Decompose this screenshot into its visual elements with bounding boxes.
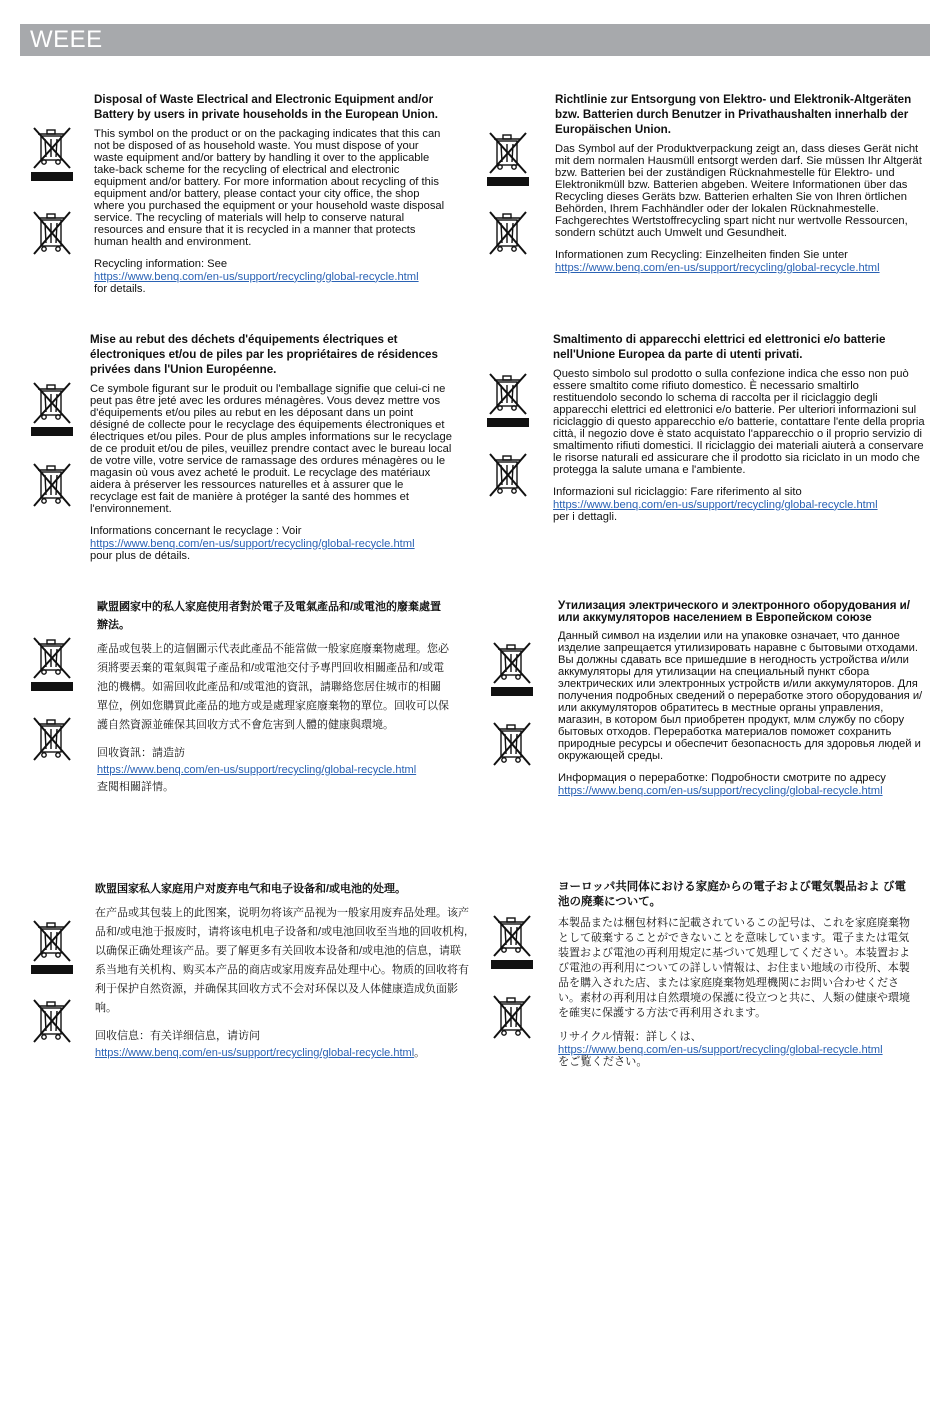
- section-heading: Mise au rebut des déchets d'équipements électriques et électroniques et/ou de piles par les propriétaires de résidences privées dans l'Union Européenne.: [90, 333, 438, 376]
- section-body: Questo simbolo sul prodotto o sulla confezione indica che esso non può essere smaltito come rifiuto domestico. È necessario smaltirlo restituendolo secondo lo schema di raccolta per il riciclaggio degli apparecchi elettrici ed elettronici e/o batterie. Per ulteriori informazioni sul riciclaggio di questo apparecchio e/o batterie, contattare l'ente della propria città, il negozio dove è stato acquistato l'apparecchio o il proprio servizio di smaltimento rifiuti domestici. Il riciclaggio dei materiali aiuterà a conservare le risorse naturali ed assicurare che il prodotto sia riciclato in un modo che protegga la salute umana e l'ambiente.: [553, 368, 925, 476]
- recycling-info-suffix: for details.: [94, 283, 146, 295]
- section-body: 在产品或其包装上的此图案，说明勿将该产品视为一般家用废弃品处理。该产品和/或电池于报废时，请将该电机电子设备和/或电池回收至当地的回收机构,以确保正确处理该产品。要了解更多有关回收本设备和/或电池的信息，请联系当地有关机构、购买本产品的商店或家用废弃品处理中心。物质的回收将有利于保护自然资源，并确保其回收方式不会对环保以及人体健康造成负面影响。: [95, 907, 469, 1014]
- recycling-info-label: Информация о переработке: Подробности смотрите по адресу: [558, 772, 886, 784]
- weee-bin-icon: [28, 202, 76, 262]
- weee-battery-icon: [488, 637, 536, 697]
- section-fr: [20, 332, 460, 582]
- weee-bin-icon: [484, 202, 532, 262]
- weee-battery-icon: [484, 127, 532, 187]
- section-heading: Richtlinie zur Entsorgung von Elektro- und Elektronik-Altgeräten bzw. Batterien durch Benutzer in Privathaushalten innerhalb der Europäischen Union.: [555, 93, 912, 136]
- section-zh-tw: [20, 598, 470, 828]
- weee-bin-icon: [484, 444, 532, 504]
- weee-battery-icon: [28, 377, 76, 437]
- recycle-link[interactable]: https://www.benq.com/en-us/support/recycling/global-recycle.html: [558, 784, 883, 797]
- weee-bin-icon: [28, 990, 76, 1050]
- section-heading: Smaltimento di apparecchi elettrici ed elettronici e/o batterie nell'Unione Europea da parte di utenti privati.: [553, 333, 886, 361]
- weee-bin-icon: [28, 454, 76, 514]
- recycle-link[interactable]: https://www.benq.com/en-us/support/recycling/global-recycle.html: [90, 537, 415, 550]
- section-body: Ce symbole figurant sur le produit ou l'emballage signifie que celui-ci ne peut pas être jeté avec les ordures ménagères. Vous devez mettre vos d'équipements et/ou piles au rebut en les déposant dans un point désigné de collecte pour le recyclage des équipements électroniques et électriques et/ou piles. Pour de plus amples informations sur le recyclage de ce produit et/ou de piles, veuillez prendre contact avec le bureau local de votre ville, votre service de ramassage des ordures ménagères ou le magasin où vous avez acheté le produit. Le recyclage des matériaux aidera à préserver les ressources naturelles et à assurer que le recyclage est fait de manière à protéger la santé des hommes et l'environnement.: [90, 383, 452, 515]
- section-ja: [480, 880, 930, 1100]
- recycle-link[interactable]: https://www.benq.com/en-us/support/recycling/global-recycle.html: [95, 1047, 415, 1059]
- section-body: 本製品または梱包材料に記載されているこの記号は、これを家庭廃棄物として破棄することができないことを意味しています。電子または電気装置および電池の再利用規定に基づいて処理してください。本装置および電池の再利用についての詳しい情報は、お住まい地域の市役所、本製品を購入された店、または家庭廃棄物処理機関にお問い合わせください。素材の再利用は自然環境の保護に役立つと共に、人類の健康や環境を確実に保護する方法で再利用されます。: [558, 917, 910, 1019]
- recycling-info-suffix: をご覧ください。: [558, 1056, 648, 1068]
- section-de: [480, 92, 930, 322]
- section-heading: Disposal of Waste Electrical and Electronic Equipment and/or Battery by users in private households in the European Union.: [94, 93, 439, 121]
- recycle-link[interactable]: https://www.benq.com/en-us/support/recycling/global-recycle.html: [94, 270, 419, 283]
- recycling-info-label: Recycling information: See: [94, 258, 228, 270]
- section-zh-cn: [20, 880, 470, 1090]
- recycling-info-label: Informations concernant le recyclage : Voir: [90, 525, 302, 537]
- recycling-info-suffix: pour plus de détails.: [90, 550, 191, 562]
- recycle-link[interactable]: https://www.benq.com/en-us/support/recycling/global-recycle.html: [558, 1043, 883, 1056]
- section-heading: 歐盟國家中的私人家庭使用者對於電子及電氣產品和/或電池的廢棄處置辦法。: [97, 601, 442, 631]
- recycle-link[interactable]: https://www.benq.com/en-us/support/recycling/global-recycle.html: [97, 764, 417, 776]
- weee-battery-icon: [28, 122, 76, 182]
- recycling-info-label: 回收信息：有关详细信息，请访问: [95, 1030, 260, 1042]
- link-suffix: 。: [414, 1047, 426, 1059]
- section-heading: Утилизация электрического и электронного оборудования и/или аккумуляторов населением в Европейском союзе: [558, 599, 911, 624]
- section-it: [480, 332, 930, 582]
- section-body: Данный символ на изделии или на упаковке означает, что данное изделие запрещается утилизировать наравне с бытовыми отходами. Вы должны сдавать все пришедшие в негодность устройства и/или аккумуляторы для утилизации на специальный пункт сбора электрических или электронных устройств и/или аккумуляторов. Для получения подробных сведений о переработке этого оборудования и/или аккумуляторов обратитесь в местные органы управления, магазин, в котором был приобретен продукт, млм службу по сбору бытовых отходов. Переработка материалов поможет сохранить природные ресурсы и обеспечит безопасность для здоровья людей и окружающей среды.: [558, 630, 923, 762]
- weee-battery-icon: [484, 368, 532, 428]
- weee-bin-icon: [28, 708, 76, 768]
- section-heading: 欧盟国家私人家庭用户对废弃电气和电子设备和/或电池的处理。: [95, 883, 407, 895]
- section-body: This symbol on the product or on the packaging indicates that this can not be disposed of as household waste. You must dispose of your waste equipment and/or battery by handling it over to the applicable take-back scheme for the recycling of electrical and electronic equipment and/or battery. For more information about recycling of this equipment and/or battery, please contact your city office, the shop where you purchased the equipment or your household waste disposal service. The recycling of materials will help to conserve natural resources and ensure that it is recycled in a manner that protects human health and environment.: [94, 128, 445, 248]
- section-en: [20, 92, 460, 322]
- weee-battery-icon: [28, 915, 76, 975]
- recycle-link[interactable]: https://www.benq.com/en-us/support/recycling/global-recycle.html: [553, 498, 878, 511]
- section-body: 產品或包裝上的這個圖示代表此產品不能當做一般家庭廢棄物處理。您必須將要丟棄的電氣與電子產品和/或電池交付予專門回收相關產品和/或電池的機構。如需回收此產品和/或電池的資訊，請聯絡您居住城市的相關單位，例如您購買此產品的地方或是處理家庭廢棄物的單位。回收可以保護自然資源並確保其回收方式不會危害到人體的健康與環境。: [97, 643, 449, 731]
- section-ru: [480, 600, 930, 850]
- recycling-info-label: Informationen zum Recycling: Einzelheiten finden Sie unter: [555, 249, 848, 261]
- section-heading: ヨーロッパ共同体における家庭からの電子および電気製品およ び電池の廃棄について。: [558, 881, 906, 908]
- weee-battery-icon: [28, 632, 76, 692]
- recycling-info-label: Informazioni sul riciclaggio: Fare riferimento al sito: [553, 486, 802, 498]
- recycling-info-label: 回收資訊：請造訪: [97, 747, 185, 759]
- recycling-info-suffix: per i dettagli.: [553, 511, 618, 523]
- header-banner: [20, 24, 930, 56]
- weee-battery-icon: [488, 910, 536, 970]
- recycle-link[interactable]: https://www.benq.com/en-us/support/recycling/global-recycle.html: [555, 261, 880, 274]
- recycling-info-suffix: 查閱相關詳情。: [97, 781, 174, 793]
- section-body: Das Symbol auf der Produktverpackung zeigt an, dass dieses Gerät nicht mit dem normalen Hausmüll entsorgt werden darf. Sie müssen Ihr Altgerät bzw. Batterien bei der zuständigen Rücknahmestelle für Elektro- und Elektronikmüll bzw. Batterien abgeben. Weitere Informationen über das Recycling dieses Geräts bzw. Batterien erhalten Sie von Ihren örtlichen Behörden, Ihrem Fachhändler oder der lokalen Rücknahmestelle. Fachgerechtes Wertstoffrecycling spart nicht nur wertvolle Ressourcen, sondern schützt auch Umwelt und Gesundheit.: [555, 143, 922, 239]
- weee-bin-icon: [488, 986, 536, 1046]
- page-title: WEEE: [30, 26, 103, 53]
- weee-bin-icon: [488, 713, 536, 773]
- recycling-info-label: リサイクル情報：詳しくは、: [558, 1031, 702, 1043]
